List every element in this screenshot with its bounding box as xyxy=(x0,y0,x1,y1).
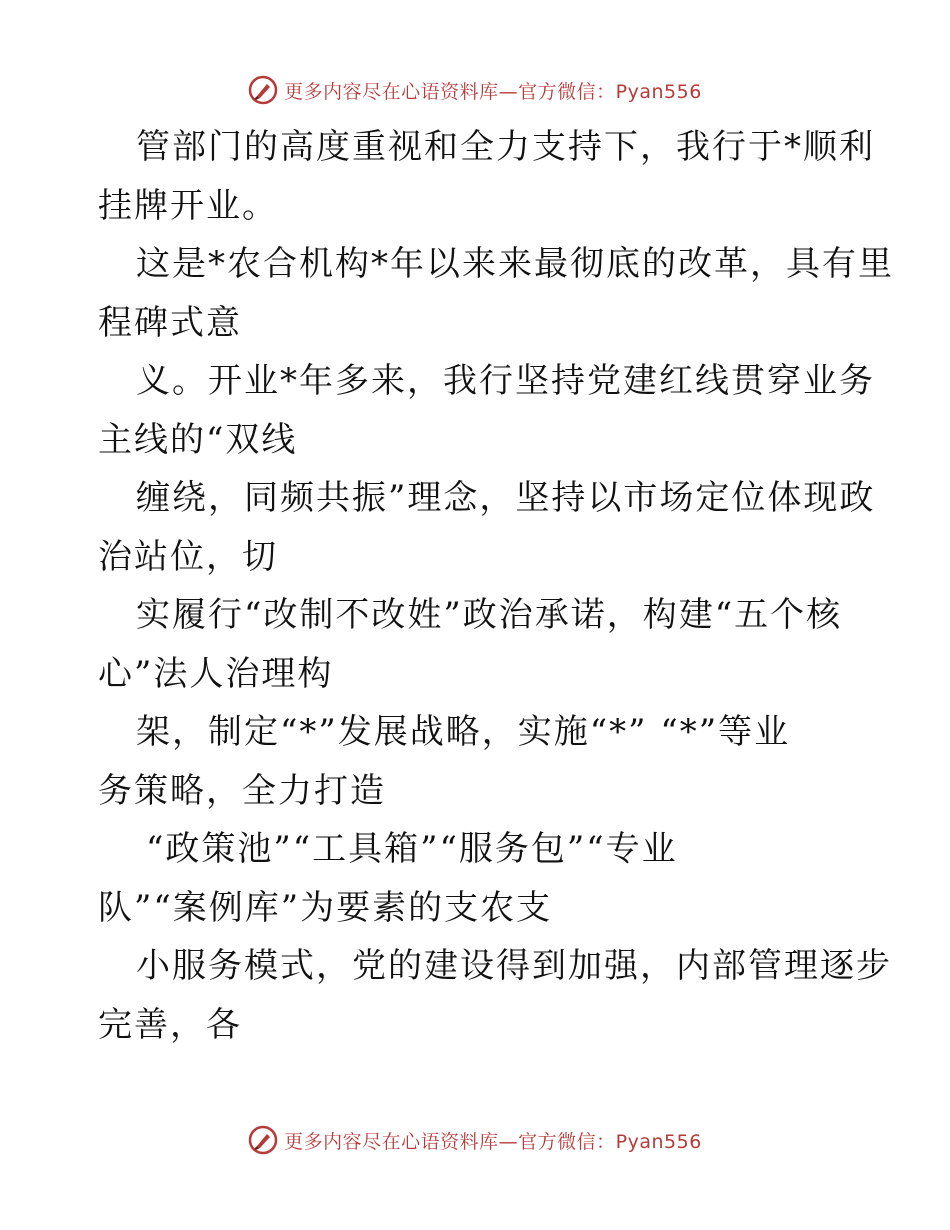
body-line: 这是*农合机构*年以来来最彻底的改革，具有里 xyxy=(136,244,894,284)
body-line: “政策池”“工具箱”“服务包”“专业 xyxy=(146,829,678,869)
body-line: 挂牌开业。 xyxy=(98,185,278,226)
body-line: 治站位，切 xyxy=(98,536,278,577)
body-line: 心”法人治理构 xyxy=(98,653,334,694)
body-line: 小服务模式，党的建设得到加强，内部管理逐步 xyxy=(136,946,892,986)
footer-watermark-banner xyxy=(0,1120,950,1160)
body-line: 完善，各 xyxy=(98,1004,242,1045)
body-line: 管部门的高度重视和全力支持下，我行于*顺利 xyxy=(136,127,875,167)
body-line: 主线的“双线 xyxy=(98,419,298,460)
body-line: 义。开业*年多来，我行坚持党建红线贯穿业务 xyxy=(136,361,875,401)
pen-nib-logo-icon xyxy=(248,75,278,105)
header-watermark-banner xyxy=(0,70,950,110)
body-line: 队”“案例库”为要素的支农支 xyxy=(98,887,553,928)
body-line: 架，制定“*”发展战略，实施“*” “*”等业 xyxy=(136,712,791,752)
header-watermark-text: 更多内容尽在心语资料库—官方微信：Pyan556 xyxy=(284,80,702,103)
body-line: 实履行“改制不改姓”政治承诺，构建“五个核 xyxy=(136,595,843,635)
body-line: 程碑式意 xyxy=(98,302,242,343)
footer-watermark-text: 更多内容尽在心语资料库—官方微信：Pyan556 xyxy=(284,1130,702,1153)
pen-nib-logo-icon xyxy=(248,1125,278,1155)
body-line: 务策略，全力打造 xyxy=(98,770,386,811)
document-body xyxy=(98,118,894,1054)
body-line: 缠绕，同频共振”理念，坚持以市场定位体现政 xyxy=(136,478,876,518)
